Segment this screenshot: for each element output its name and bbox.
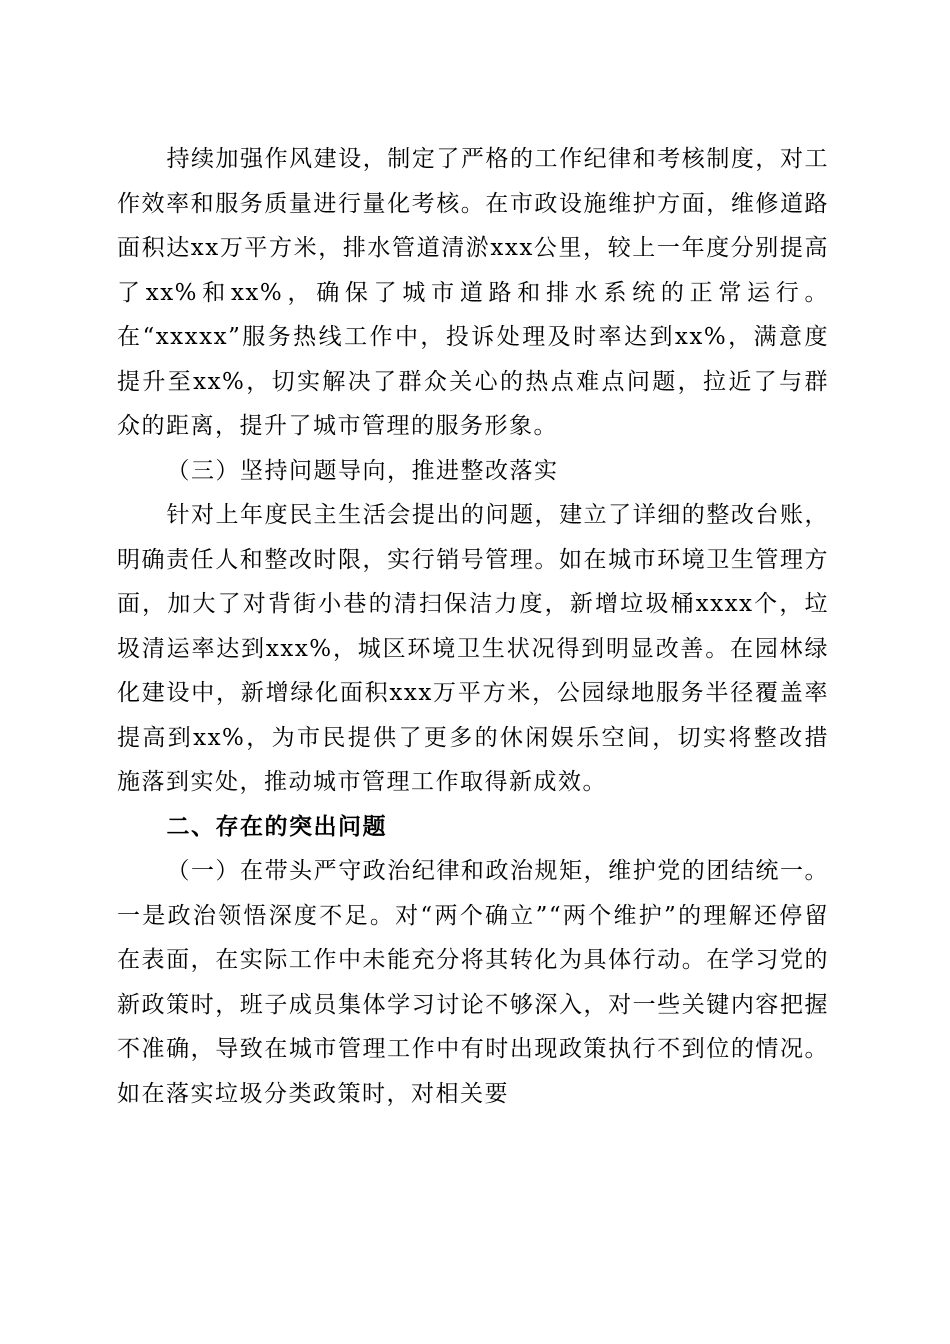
body-paragraph: 持续加强作风建设，制定了严格的工作纪律和考核制度，对工作效率和服务质量进行量化考核。在市政设施维护方面，维修道路面积达xx万平方米，排水管道清淤xxx公里，较上一年度分别提高了xx%和xx%，确保了城市道路和排水系统的正常运行。在“xxxxx”服务热线工作中，投诉处理及时率达到xx%，满意度提升至xx%，切实解决了群众关心的热点难点问题，拉近了与群众的距离，提升了城市管理的服务形象。 <box>117 146 829 439</box>
body-paragraph: 针对上年度民主生活会提出的问题，建立了详细的整改台账，明确责任人和整改时限，实行销号管理。如在城市环境卫生管理方面，加大了对背街小巷的清扫保洁力度，新增垃圾桶xxxx个，垃圾清运率达到xxx%，城区环境卫生状况得到明显改善。在园林绿化建设中，新增绿化面积xxx万平方米，公园绿地服务半径覆盖率提高到xx%，为市民提供了更多的休闲娱乐空间，切实将整改措施落到实处，推动城市管理工作取得新成效。 <box>117 502 829 795</box>
document-body <box>117 137 829 1116</box>
body-paragraph: （一）在带头严守政治纪律和政治规矩，维护党的团结统一。一是政治领悟深度不足。对“两个确立”“两个维护”的理解还停留在表面，在实际工作中未能充分将其转化为具体行动。在学习党的新政策时，班子成员集体学习讨论不够深入，对一些关键内容把握不准确，导致在城市管理工作中有时出现政策执行不到位的情况。如在落实垃圾分类政策时，对相关要 <box>117 858 829 1107</box>
subsection-heading: （三）坚持问题导向，推进整改落实 <box>166 457 559 484</box>
section-heading: 二、存在的突出问题 <box>166 813 387 840</box>
